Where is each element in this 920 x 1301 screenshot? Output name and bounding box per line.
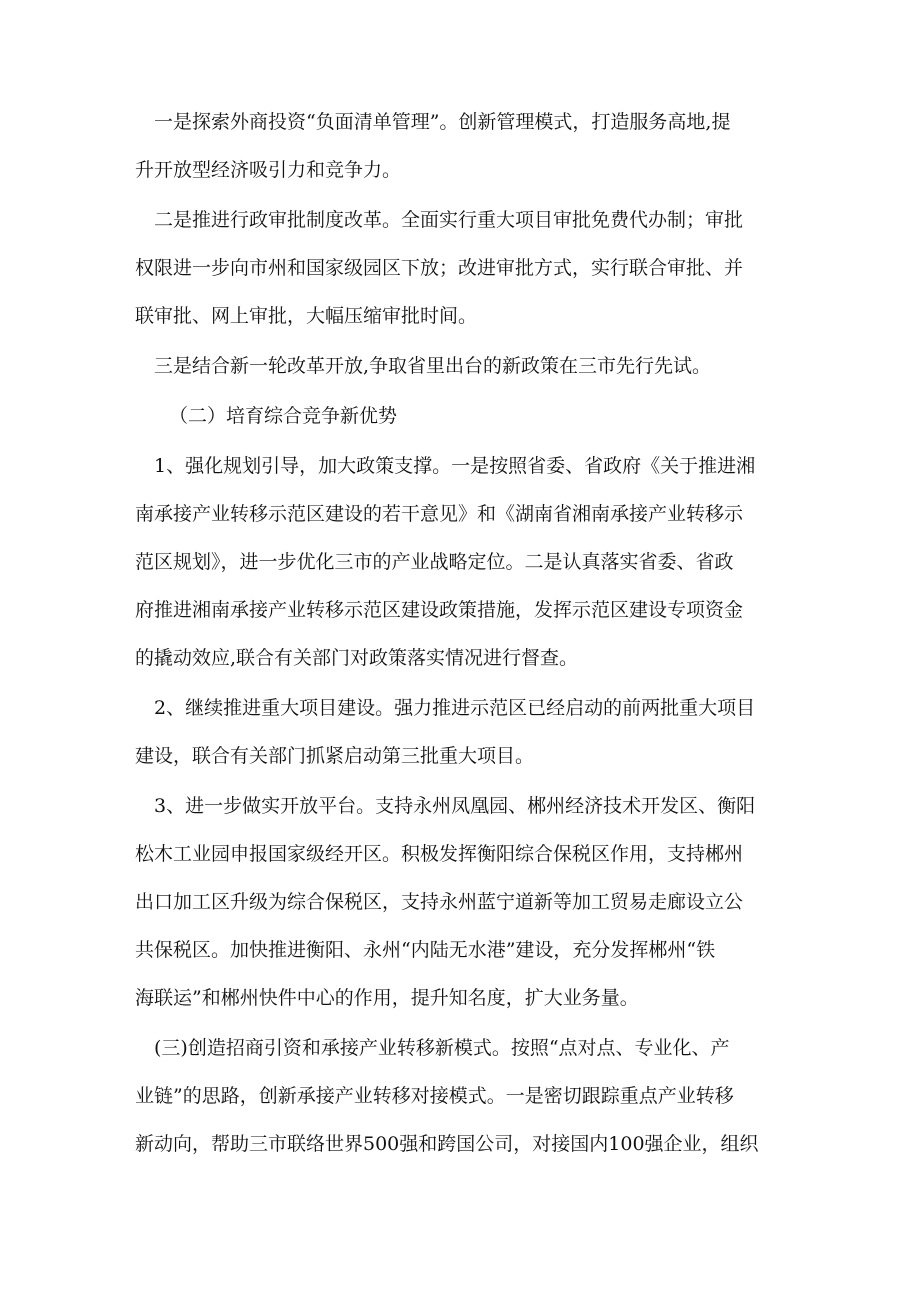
text-line: 海联运”和郴州快件中心的作用，提升知名度，扩大业务量。 (135, 987, 639, 1009)
paragraph-open-platform (135, 790, 791, 1014)
text-line: 升开放型经济吸引力和竞争力。 (135, 159, 402, 181)
text-line: 出口加工区升级为综合保税区，支持永州蓝宁道新等加工贸易走廊设立公 (135, 891, 744, 913)
paragraph-negative-list (135, 106, 791, 186)
text-line: 范区规划》，进一步优化三市的产业战略定位。二是认真落实省委、省政 (135, 551, 734, 573)
text-line: (三)创造招商引资和承接产业转移新模式。按照“点对点、专业化、产 (154, 1037, 730, 1059)
paragraph-pilot-policy (135, 350, 791, 382)
text-line: 业链”的思路，创新承接产业转移对接模式。一是密切跟踪重点产业转移 (135, 1085, 734, 1107)
text-line: 府推进湘南承接产业转移示范区建设政策措施，发挥示范区建设专项资金 (135, 599, 744, 621)
text-line: 3、进一步做实开放平台。支持永州凤凰园、郴州经济技术开发区、衡阳 (154, 795, 756, 817)
paragraph-investment-model (135, 1032, 791, 1160)
text-line: 松木工业园申报国家级经开区。积极发挥衡阳综合保税区作用，支持郴州 (135, 843, 744, 865)
text-line: 二是推进行政审批制度改革。全面实行重大项目审批免费代办制；审批 (154, 209, 744, 231)
text-line: 建设，联合有关部门抓紧启动第三批重大项目。 (135, 745, 535, 767)
text-line: 的撬动效应,联合有关部门对政策落实情况进行督查。 (135, 647, 579, 669)
text-line: 权限进一步向市州和国家级园区下放；改进审批方式，实行联合审批、并 (135, 257, 744, 279)
text-line: 新动向，帮助三市联络世界500强和跨国公司，对接国内100强企业，组织 (135, 1133, 759, 1155)
section-heading: （二）培育综合竞争新优势 (169, 405, 398, 427)
paragraph-major-projects (135, 692, 791, 772)
paragraph-approval-reform (135, 204, 791, 332)
text-line: 1、强化规划引导，加大政策支撑。一是按照省委、省政府《关于推进湘 (154, 455, 756, 477)
section-heading-2 (135, 400, 791, 432)
text-line: 南承接产业转移示范区建设的若干意见》和《湖南省湘南承接产业转移示 (135, 503, 744, 525)
text-line: 联审批、网上审批，大幅压缩审批时间。 (135, 305, 478, 327)
text-line: 三是结合新一轮改革开放,争取省里出台的新政策在三市先行先试。 (154, 355, 712, 377)
paragraph-planning-guidance (135, 450, 791, 674)
text-line: 2、继续推进重大项目建设。强力推进示范区已经启动的前两批重大项目 (154, 697, 756, 719)
document-body (135, 106, 791, 1178)
text-line: 一是探索外商投资“负面清单管理”。创新管理模式，打造服务高地,提 (154, 111, 731, 133)
text-line: 共保税区。加快推进衡阳、永州“内陆无水港”建设，充分发挥郴州“铁 (135, 939, 716, 961)
